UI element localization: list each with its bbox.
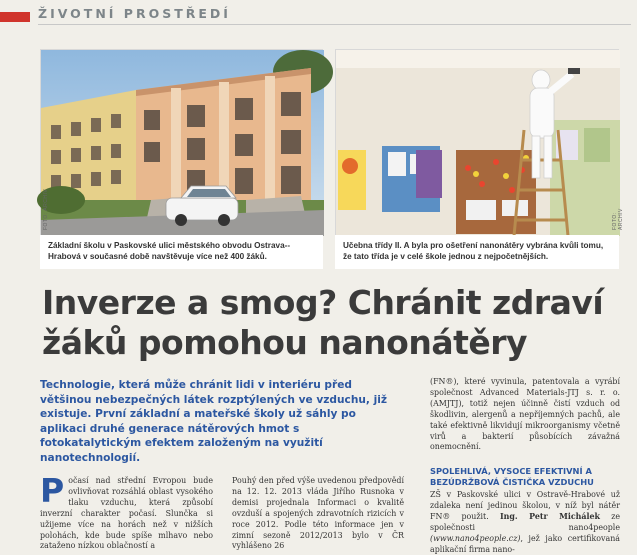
section-title: ŽIVOTNÍ PROSTŘEDÍ	[38, 6, 231, 21]
body-column-3-text: (FN®), které vyvinula, patentovala a vyrábí společnost Advanced Materials-JTJ s. r. o. (AMJTJ), totiž nejen účinně čistí vzduch od škodlivin, alergenů a nepříjemných pachů, ale také efektivně likvidují mikroorganismy včetně virů a bakterií působících závažná onemocnění.	[430, 377, 620, 452]
website-reference: (www.nano4people.cz)	[430, 533, 521, 543]
article-headline: Inverze a smog? Chránit zdraví žáků pomohou nanonátěry	[42, 283, 604, 362]
photo-school-building	[40, 49, 323, 235]
col3b-text-3: , jež jako certifikovaná aplikační firma nano-	[430, 533, 620, 554]
photo-caption-left: Základní školu v Paskovské ulici městského obvodu Ostrava--Hrabová v současné době navštěvuje více než 400 žáků.	[40, 235, 323, 269]
col3b-text-1: ZŠ v Paskovské ulici v Ostravě-Hrabové už zdaleka není jedinou školou, v níž byl nátěr FN® použit.	[430, 490, 620, 521]
section-divider	[38, 24, 631, 25]
article-subheading: SPOLEHLIVÁ, VYSOCE EFEKTIVNÍ A BEZÚDRŽBOVÁ ČISTIČKA VZDUCHU	[430, 466, 594, 487]
body-column-2-text: Pouhý den před výše uvedenou předpovědí na 12. 12. 2013 vláda Jiřího Rusnoka v demisi projednala Informaci o kvalitě ovzduší a spojených zdravotních rizicích v roce 2012. Podle této informace jen v zimní sezoně 2012/2013 bylo v ČR vyhlášeno 26	[232, 476, 404, 551]
drop-cap: P	[40, 471, 65, 510]
photo-caption-right: Učebna třídy II. A byla pro ošetření nanonátěry vybrána kvůli tomu, že tato třída je v celé škole jednou z nejpočetnějších.	[335, 235, 619, 269]
body-column-1	[40, 471, 213, 552]
photo-credit-right: FOTO: ARCHIV	[612, 208, 624, 230]
person-name: Ing. Petr Michálek	[499, 511, 600, 521]
photo-classroom-spraying	[335, 49, 624, 235]
article-lead: Technologie, která může chránit lidi v interiéru před většinou nebezpečných látek rozptýlených ve vzduchu, již existuje. První základní a mateřské školy už sáhly po aplikaci druhé generace nátěrových hmot s fotokatalytickým efektem založeným na využití nanotechnologií.	[40, 379, 388, 464]
body-column-3	[430, 377, 620, 453]
body-column-3-continued	[430, 490, 620, 555]
school-building-illustration	[41, 50, 324, 236]
classroom-illustration	[336, 50, 620, 236]
col3b-text-2: ze společnosti nano4people	[430, 511, 621, 532]
body-column-2	[232, 476, 404, 552]
section-color-marker	[0, 12, 30, 22]
photo-credit-left: FOTO: ARCHIV	[43, 188, 49, 230]
body-column-1-text: očasí nad střední Evropou bude ovlivňovat rozsáhlá oblast vysokého tlaku vzduchu, která způsobí inverzní charakter počasí. Slunčka si užijeme více na horách než v nižších polohách, kde bude spíše mlhavo nebo zataženo nízkou oblačností a	[40, 476, 213, 551]
